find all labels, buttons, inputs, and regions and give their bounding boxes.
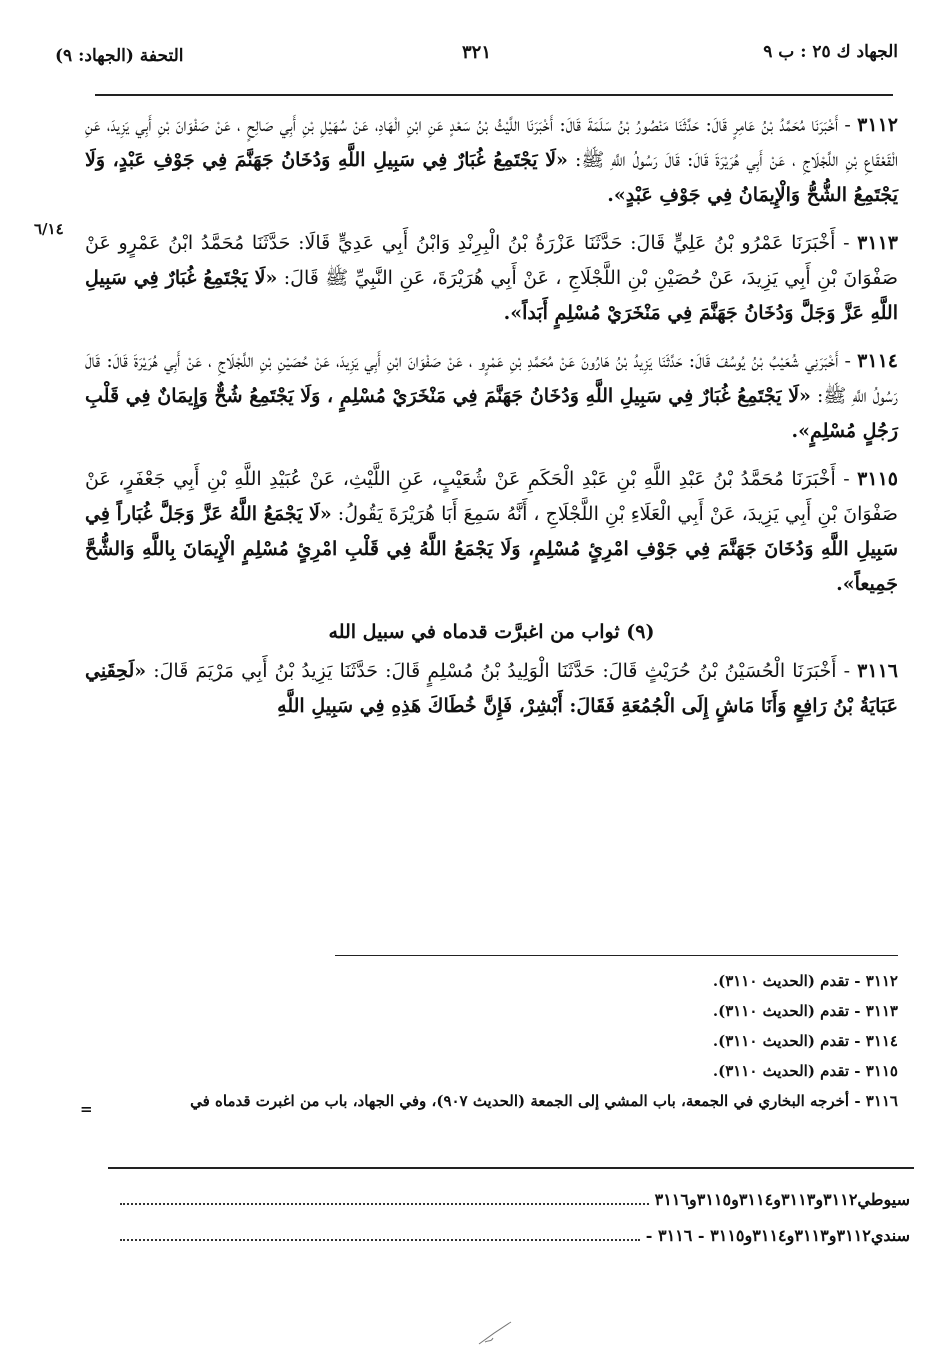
margin-volume-note: ٦/١٤	[34, 220, 64, 238]
reference-line	[120, 1182, 910, 1218]
header-divider	[95, 94, 893, 96]
commentary-references	[120, 1182, 910, 1254]
hadith-number: ٣١١٢	[857, 114, 898, 136]
hadith-quote: «لَا يَجْمَعُ اللَّهُ عَزَّ وَجَلَّ غُبَاراً فِي سَبِيلِ اللَّهِ وَدُخَانَ جَهَنَّمَ فِي جَوْفِ امْرِئٍ مُسْلِمٍ، وَلَا يَجْمَعُ اللَّهُ فِي قَلْبِ امْرِئٍ مُسْلِمٍ الْإِيمَانَ بِاللَّهِ وَالشُّحَّ جَمِيعاً».	[85, 503, 898, 595]
hadith-quote: «لَا يَجْتَمِعُ غُبَارٌ فِي سَبِيلِ اللَّهِ وَدُخَانُ جَهَنَّمَ فِي جَوْفِ عَبْدٍ، وَلَا يَجْتَمِعُ الشُّحُّ وَالْإِيمَانُ فِي جَوْفِ عَبْدٍ».	[85, 149, 898, 206]
dotted-leader	[120, 1238, 640, 1241]
footnote-continuation-mark: =	[80, 1100, 93, 1118]
hadith-paragraph	[85, 344, 898, 449]
hadith-chain: - أَخْبَرَنِي شُعَيْبُ بْنُ يُوسُفَ قَالَ: حَدَّثَنَا يَزِيدُ بْنُ هَارُونَ عَنْ مُحَمَّدِ بْنِ عَمْرٍو ، عَنْ صَفْوَانَ ابْنِ أَبِي يَزِيدَ، عَنْ حُصَيْنِ بْنِ اللَّجْلَاجِ ، عَنْ أَبِي هُرَيْرَةَ قَالَ: قَالَ رَسُولُ اللَّهِ ﷺ:	[85, 350, 898, 407]
hadith-chain: - أَخْبَرَنَا الْحُسَيْنُ بْنُ حُرَيْثٍ قَالَ: حَدَّثَنَا الْوَلِيدُ بْنُ مُسْلِمٍ قَالَ: حَدَّثَنَا يَزِيدُ بْنُ أَبِي مَرْيَمَ قَالَ:	[146, 660, 851, 682]
hadith-paragraph	[85, 462, 898, 602]
header-book-reference: الجهاد ك ٢٥ : ب ٩	[763, 42, 898, 62]
footnote-divider	[335, 955, 898, 956]
hadith-number: ٣١١٦	[857, 660, 898, 682]
pen-mark	[475, 1318, 515, 1348]
page-number: ٣٢١	[461, 42, 491, 63]
footnote-line: ٣١١٢ - تقدم (الحديث ٣١١٠).	[712, 972, 898, 990]
hadith-chain: - أَخْبَرَنَا مُحَمَّدُ بْنُ عَامِرٍ قَالَ: حَدَّثَنَا مَنْصُورُ بْنُ سَلَمَةَ قَالَ: أَخْبَرَنَا اللَّيْثُ بْنُ سَعْدٍ عَنِ ابْنِ الْهَادِ، عَنْ سُهَيْلِ بْنِ أَبِي صَالِحٍ ، عَنْ صَفْوَانَ بْنِ أَبِي يَزِيدَ، عَنِ الْقَعْقَاعِ بْنِ اللَّجْلَاجِ ، عَنْ أَبِي هُرَيْرَةَ قَالَ: قَالَ رَسُولُ اللَّهِ ﷺ:	[85, 114, 898, 171]
hadith-number: ٣١١٤	[857, 350, 898, 372]
dotted-leader	[120, 1202, 649, 1205]
hadith-number: ٣١١٥	[857, 468, 898, 490]
hadith-chain: - أَخْبَرَنَا مُحَمَّدُ بْنُ عَبْدِ اللَّهِ بْنِ عَبْدِ الْحَكَمِ عَنْ شُعَيْبٍ، عَنِ اللَّيْثِ، عَنْ عُبَيْدِ اللَّهِ بْنِ أَبِي جَعْفَرٍ، عَنْ صَفْوَانَ بْنِ أَبِي يَزِيدَ، عَنْ أَبِي الْعَلَاءِ بْنِ اللَّجْلَاجِ ، أَنَّهُ سَمِعَ أَبَا هُرَيْرَةَ يَقُولُ:	[85, 468, 898, 525]
footnote-line: ٣١١٤ - تقدم (الحديث ٣١١٠).	[712, 1032, 898, 1050]
hadith-paragraph	[85, 226, 898, 331]
footnote-line: ٣١١٣ - تقدم (الحديث ٣١١٠).	[712, 1002, 898, 1020]
footnote-line: ٣١١٦ - أخرجه البخاري في الجمعة، باب المشي إلى الجمعة (الحديث ٩٠٧)، وفي الجهاد، باب من اغبرت قدماه في	[190, 1092, 898, 1110]
reference-line	[120, 1218, 910, 1254]
hadith-chain: - أَخْبَرَنَا عَمْرُو بْنُ عَلِيٍّ قَالَ: حَدَّثَنَا عَزْرَةُ بْنُ الْبِرِنْدِ وَابْنُ أَبِي عَدِيٍّ قَالَا: حَدَّثَنَا مُحَمَّدُ ابْنُ عَمْرٍو عَنْ صَفْوَانَ بْنِ أَبِي يَزِيدَ، عَنْ حُصَيْنِ بْنِ اللَّجْلَاجِ ، عَنْ أَبِي هُرَيْرَةَ، عَنِ النَّبِيِّ ﷺ قَالَ:	[85, 232, 898, 289]
hadith-quote: «لَا يَجْتَمِعُ غُبَارٌ فِي سَبِيلِ اللَّهِ وَدُخَانُ جَهَنَّمَ فِي مَنْخَرَيْ مُسْلِمٍ ، وَلَا يَجْتَمِعُ شُحٌّ وَإِيمَانٌ فِي قَلْبِ رَجُلٍ مُسْلِمٍ».	[85, 385, 898, 442]
chapter-title: (٩) ثواب من اغبرَّت قدماه في سبيل الله	[328, 621, 655, 643]
header-tuhfa-reference: التحفة (الجهاد: ٩)	[55, 46, 184, 66]
hadith-paragraph	[85, 108, 898, 213]
hadith-paragraph	[85, 654, 898, 724]
reference-label: سندي٣١١٢و٣١١٣و٣١١٤و٣١١٥ - ٣١١٦ -	[645, 1226, 910, 1245]
references-divider	[108, 1167, 914, 1169]
main-text	[85, 108, 898, 737]
hadith-quote: «لَحِقَنِي عَبَايَةُ بْنُ رَافِعٍ وَأَنَا مَاشٍ إِلَى الْجُمُعَةِ فَقَالَ: أَبْشِرْ، فَإِنَّ خُطَاكَ هَذِهِ فِي سَبِيلِ اللَّهِ	[85, 660, 898, 717]
footnote-line: ٣١١٥ - تقدم (الحديث ٣١١٠).	[712, 1062, 898, 1080]
hadith-quote: «لَا يَجْتَمِعُ غُبَارٌ فِي سَبِيلِ اللَّهِ عَزَّ وَجَلَّ وَدُخَانُ جَهَنَّمَ فِي مَنْخَرَيْ مُسْلِمٍ أَبَداً».	[85, 267, 898, 324]
hadith-number: ٣١١٣	[857, 232, 898, 254]
reference-label: سيوطي٣١١٢و٣١١٣و٣١١٤و٣١١٥و٣١١٦	[654, 1190, 910, 1209]
page-header	[55, 38, 898, 78]
footnotes	[75, 966, 898, 1116]
